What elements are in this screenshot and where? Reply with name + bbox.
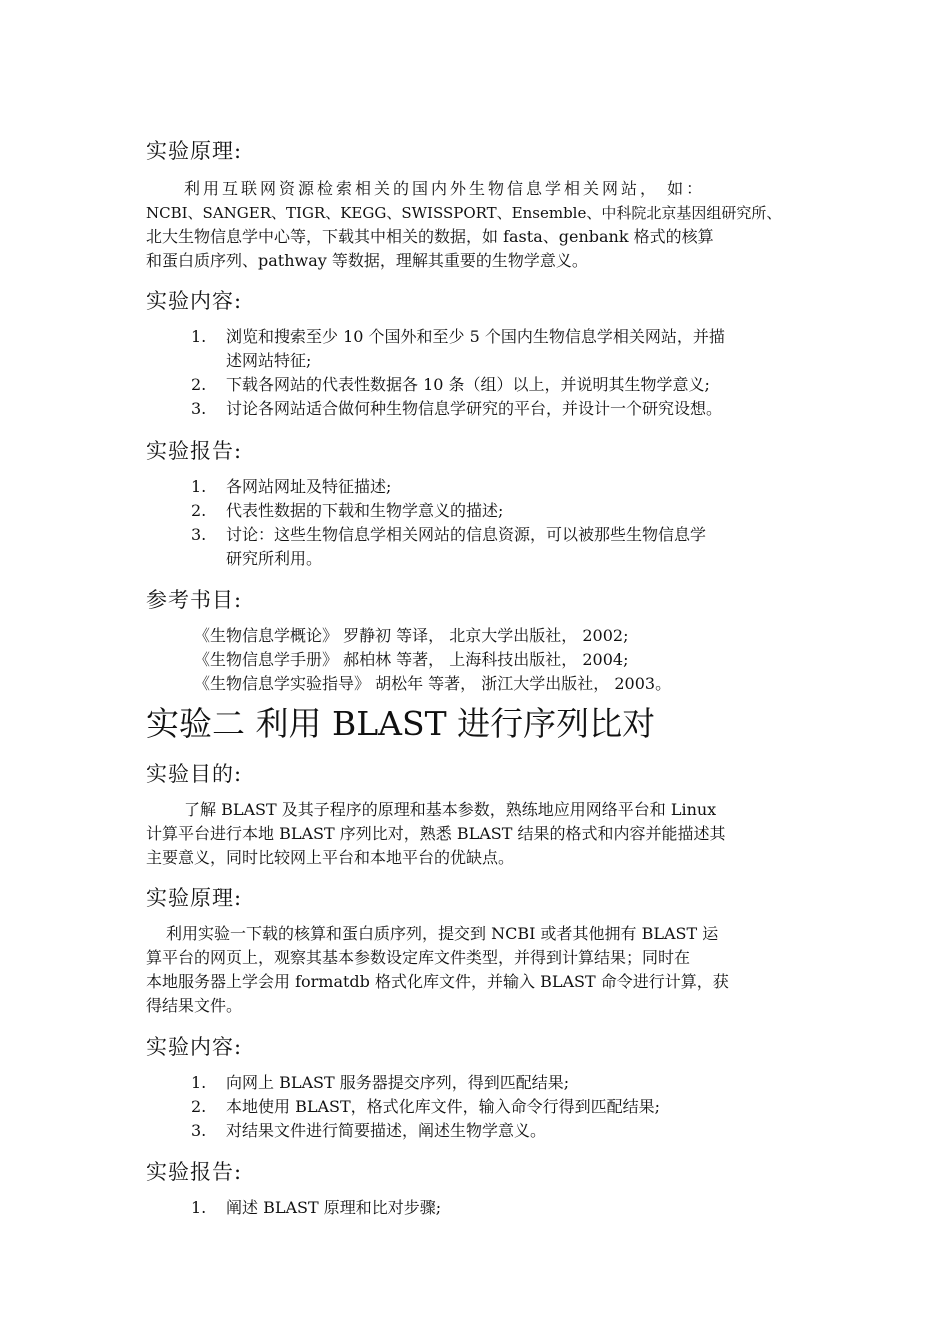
content-list-2 xyxy=(146,1071,810,1143)
purpose-paragraph xyxy=(146,798,810,870)
paragraph-line: 利用实验一下载的核算和蛋白质序列，提交到 NCBI 或者其他拥有 BLAST 运 xyxy=(166,924,719,943)
list-item xyxy=(146,1071,810,1095)
content-heading: 实验内容: xyxy=(146,289,243,313)
principle-heading-2: 实验原理: xyxy=(146,886,243,910)
list-item xyxy=(146,475,810,499)
report-heading-2: 实验报告: xyxy=(146,1160,243,1184)
list-item-number: 1. xyxy=(191,477,207,496)
list-item-text: 讨论各网站适合做何种生物信息学研究的平台，并设计一个研究设想。 xyxy=(226,399,723,418)
list-item-number: 2. xyxy=(191,501,207,520)
list-item xyxy=(146,499,810,523)
report-list xyxy=(146,475,810,571)
reference-item: 《生物信息学概论》 罗静初 等译， 北京大学出版社， 2002; xyxy=(194,626,629,645)
principle-heading: 实验原理: xyxy=(146,139,243,163)
report-heading: 实验报告: xyxy=(146,439,243,463)
list-item-text: 向网上 BLAST 服务器提交序列，得到匹配结果; xyxy=(226,1073,570,1092)
paragraph-line: 了解 BLAST 及其子程序的原理和基本参数，熟练地应用网络平台和 Linux xyxy=(184,800,717,819)
list-item-text: 述网站特征; xyxy=(226,351,312,370)
paragraph-line: 主要意义，同时比较网上平台和本地平台的优缺点。 xyxy=(146,848,515,867)
list-item-number: 1. xyxy=(191,1198,207,1217)
paragraph-line: 算平台的网页上，观察其基本参数设定库文件类型，并得到计算结果；同时在 xyxy=(146,948,691,967)
purpose-heading: 实验目的: xyxy=(146,762,243,786)
paragraph-line: 计算平台进行本地 BLAST 序列比对，熟悉 BLAST 结果的格式和内容并能描述其 xyxy=(146,824,726,843)
list-item-number: 1. xyxy=(191,1073,207,1092)
experiment-title: 实验二 利用 BLAST 进行序列比对 xyxy=(146,704,656,743)
list-item xyxy=(146,397,810,421)
list-item-text: 浏览和搜索至少 10 个国外和至少 5 个国内生物信息学相关网站，并描 xyxy=(226,327,725,346)
list-item-text: 各网站网址及特征描述; xyxy=(226,477,392,496)
references-heading: 参考书目: xyxy=(146,588,243,612)
list-item xyxy=(146,523,810,571)
reference-item: 《生物信息学实验指导》 胡松年 等著， 浙江大学出版社， 2003。 xyxy=(194,674,672,693)
principle-paragraph xyxy=(146,177,810,273)
paragraph-line: NCBI、SANGER、TIGR、KEGG、SWISSPORT、Ensemble、中科院北京基因组研究所、 xyxy=(146,204,782,222)
content-heading-2: 实验内容: xyxy=(146,1035,243,1059)
paragraph-line: 利用互联网资源检索相关的国内外生物信息学相关网站， 如： xyxy=(184,179,706,198)
list-item-text: 对结果文件进行简要描述，阐述生物学意义。 xyxy=(226,1121,547,1140)
list-item xyxy=(146,1119,810,1143)
paragraph-line: 和蛋白质序列、pathway 等数据，理解其重要的生物学意义。 xyxy=(146,251,588,270)
list-item xyxy=(146,373,810,397)
content-list xyxy=(146,325,810,421)
list-item-number: 3. xyxy=(191,399,207,418)
list-item-text: 代表性数据的下载和生物学意义的描述; xyxy=(226,501,504,520)
list-item-text: 讨论：这些生物信息学相关网站的信息资源，可以被那些生物信息学 xyxy=(226,525,707,544)
list-item-number: 2. xyxy=(191,375,207,394)
list-item-number: 2. xyxy=(191,1097,207,1116)
report-list-2 xyxy=(146,1196,810,1220)
list-item-number: 3. xyxy=(191,1121,207,1140)
list-item-text: 本地使用 BLAST，格式化库文件，输入命令行得到匹配结果; xyxy=(226,1097,661,1116)
paragraph-line: 本地服务器上学会用 formatdb 格式化库文件，并输入 BLAST 命令进行计算，获 xyxy=(146,972,729,991)
reference-item: 《生物信息学手册》 郝柏林 等著， 上海科技出版社， 2004; xyxy=(194,650,629,669)
list-item-number: 3. xyxy=(191,525,207,544)
list-item-number: 1. xyxy=(191,327,207,346)
list-item xyxy=(146,1196,810,1220)
paragraph-line: 得结果文件。 xyxy=(146,996,243,1015)
list-item-text: 研究所利用。 xyxy=(226,549,323,568)
list-item-text: 阐述 BLAST 原理和比对步骤; xyxy=(226,1198,442,1217)
references-list xyxy=(194,624,671,696)
principle-paragraph-2 xyxy=(146,922,810,1018)
paragraph-line: 北大生物信息学中心等，下载其中相关的数据，如 fasta、genbank 格式的核算 xyxy=(146,227,714,246)
list-item xyxy=(146,325,810,373)
list-item xyxy=(146,1095,810,1119)
list-item-text: 下载各网站的代表性数据各 10 条（组）以上，并说明其生物学意义; xyxy=(226,375,710,394)
